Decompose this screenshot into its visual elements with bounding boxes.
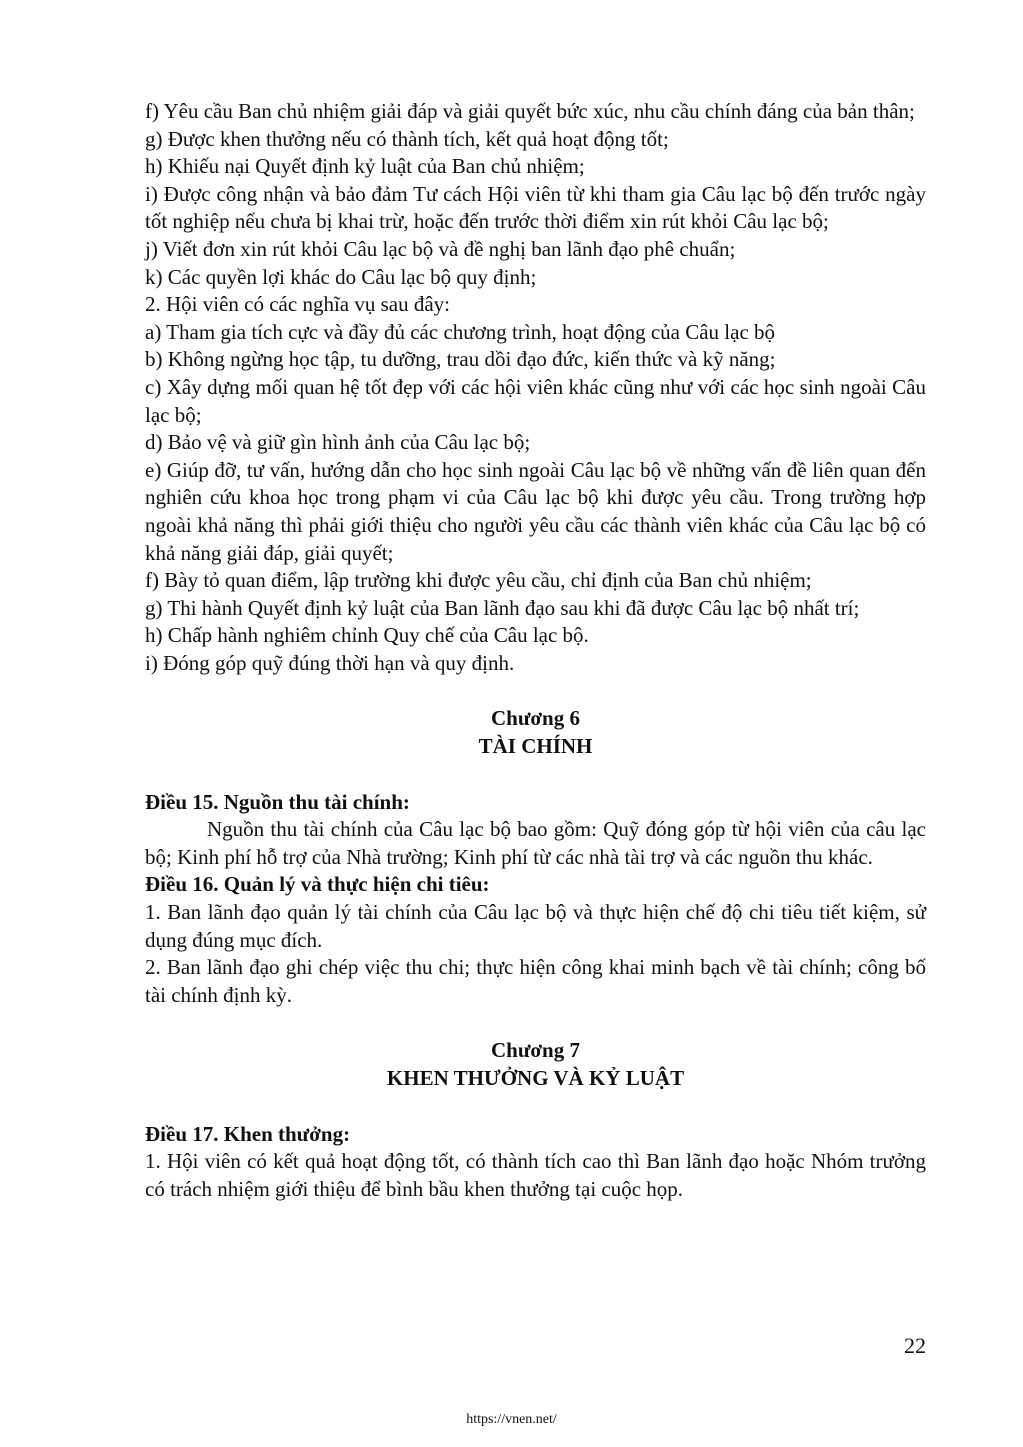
- duties-item-i: i) Đóng góp quỹ đúng thời hạn và quy định.: [145, 650, 515, 675]
- chapter-7-number: Chương 7: [490, 1038, 580, 1063]
- duties-item-e: e) Giúp đỡ, tư vấn, hướng dẫn cho học sinh ngoài Câu lạc bộ về những vấn đề liên quan đến nghiên cứu khoa học trong phạm vi của Câu lạc bộ khi được yêu cầu. Trong trường hợp ngoài khả năng thì phải giới thiệu cho người yêu cầu các thành viên khác của Câu lạc bộ có khả năng giải đáp, giải quyết;: [145, 457, 926, 565]
- member-duties-list: [145, 319, 926, 678]
- duties-item-f: f) Bày tỏ quan điểm, lập trường khi được yêu cầu, chỉ định của Ban chủ nhiệm;: [145, 568, 812, 593]
- member-rights-list: [145, 98, 926, 291]
- article-16-item-1: 1. Ban lãnh đạo quản lý tài chính của Câu lạc bộ và thực hiện chế độ chi tiêu tiết kiệm, sử dụng đúng mục đích.: [145, 900, 926, 952]
- duties-heading: 2. Hội viên có các nghĩa vụ sau đây:: [145, 292, 450, 317]
- duties-item-b: b) Không ngừng học tập, tu dưỡng, trau dồi đạo đức, kiến thức và kỹ năng;: [145, 347, 776, 372]
- article-15-title: Điều 15. Nguồn thu tài chính:: [145, 789, 410, 814]
- chapter-7-title: KHEN THƯỞNG VÀ KỶ LUẬT: [386, 1066, 685, 1090]
- page-number: 22: [904, 1333, 926, 1358]
- article-15-body: Nguồn thu tài chính của Câu lạc bộ bao gồm: Quỹ đóng góp từ hội viên của câu lạc bộ; Kinh phí hỗ trợ của Nhà trường; Kinh phí từ các nhà tài trợ và các nguồn thu khác.: [145, 817, 926, 869]
- duties-item-c: c) Xây dựng mối quan hệ tốt đẹp với các hội viên khác cũng như với các học sinh ngoài Câu lạc bộ;: [145, 374, 926, 427]
- duties-item-d: d) Bảo vệ và giữ gìn hình ảnh của Câu lạc bộ;: [145, 430, 531, 455]
- rights-item-f: f) Yêu cầu Ban chủ nhiệm giải đáp và giải quyết bức xúc, nhu cầu chính đáng của bản thân;: [145, 99, 915, 123]
- rights-item-h: h) Khiếu nại Quyết định kỷ luật của Ban chủ nhiệm;: [145, 154, 585, 179]
- duties-item-a: a) Tham gia tích cực và đầy đủ các chương trình, hoạt động của Câu lạc bộ: [145, 319, 776, 344]
- duties-item-g: g) Thi hành Quyết định kỷ luật của Ban lãnh đạo sau khi đã được Câu lạc bộ nhất trí;: [145, 595, 860, 620]
- rights-item-g: g) Được khen thưởng nếu có thành tích, kết quả hoạt động tốt;: [145, 126, 669, 151]
- chapter-6-title: TÀI CHÍNH: [478, 734, 593, 759]
- footer-url: https://vnen.net/: [466, 1412, 557, 1427]
- document-page: [145, 98, 926, 1203]
- article-16-title: Điều 16. Quản lý và thực hiện chi tiêu:: [145, 872, 490, 897]
- rights-item-k: k) Các quyền lợi khác do Câu lạc bộ quy định;: [145, 264, 537, 289]
- article-17-title: Điều 17. Khen thưởng:: [145, 1121, 351, 1146]
- chapter-6-number: Chương 6: [490, 706, 580, 731]
- duties-item-h: h) Chấp hành nghiêm chỉnh Quy chế của Câu lạc bộ.: [145, 623, 589, 648]
- article-16-item-2: 2. Ban lãnh đạo ghi chép việc thu chi; thực hiện công khai minh bạch về tài chính; công bố tài chính định kỳ.: [145, 955, 926, 1007]
- rights-item-i: i) Được công nhận và bảo đảm Tư cách Hội viên từ khi tham gia Câu lạc bộ đến trước ngày tốt nghiệp nếu chưa bị khai trừ, hoặc đến trước thời điểm xin rút khỏi Câu lạc bộ;: [145, 181, 926, 234]
- rights-item-j: j) Viết đơn xin rút khỏi Câu lạc bộ và đề nghị ban lãnh đạo phê chuẩn;: [145, 236, 736, 261]
- article-17-item-1: 1. Hội viên có kết quả hoạt động tốt, có thành tích cao thì Ban lãnh đạo hoặc Nhóm trưởng có trách nhiệm giới thiệu để bình bầu khen thưởng tại cuộc họp.: [145, 1149, 926, 1201]
